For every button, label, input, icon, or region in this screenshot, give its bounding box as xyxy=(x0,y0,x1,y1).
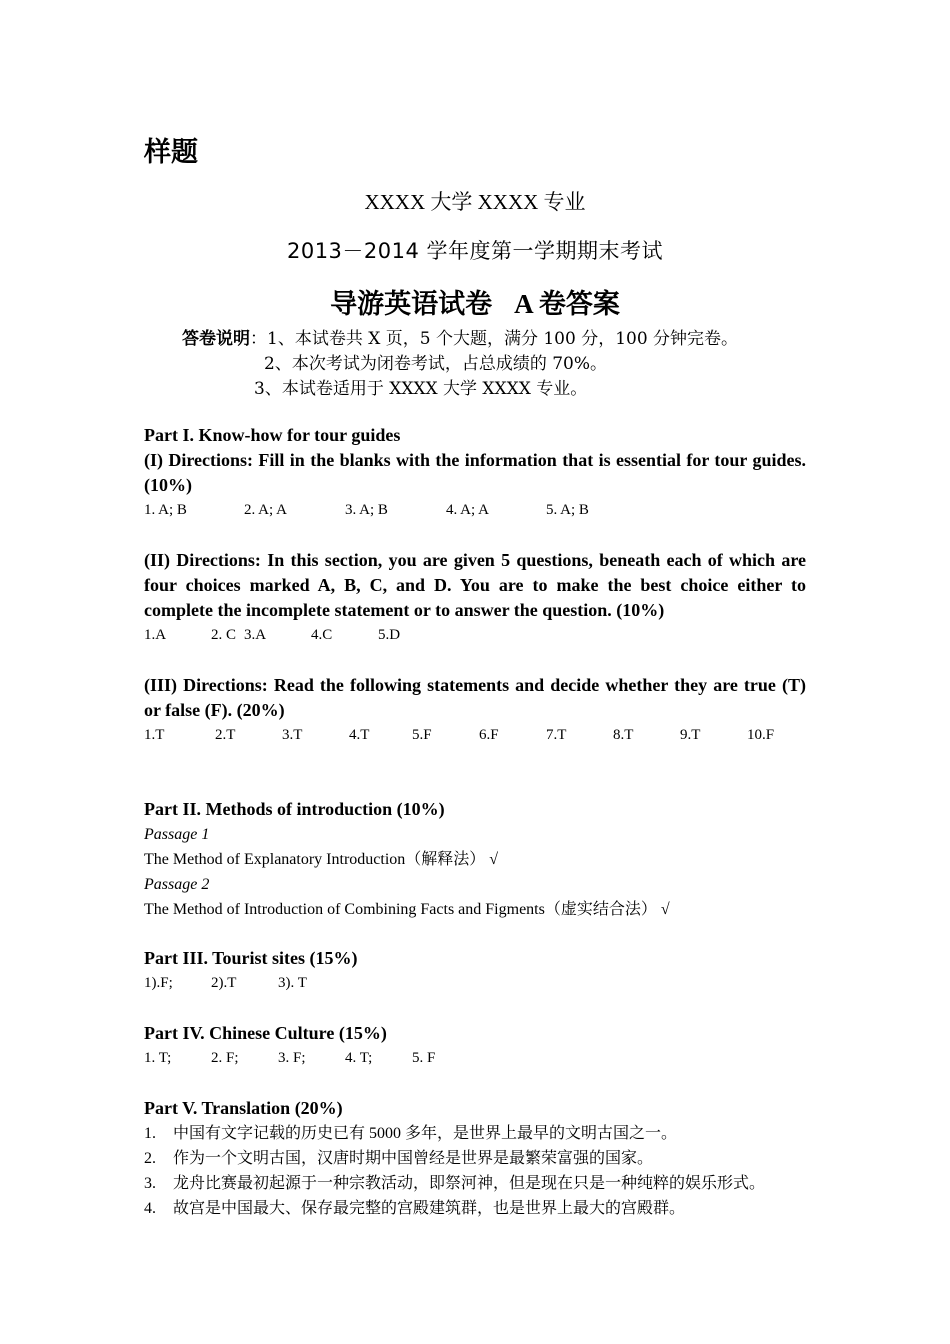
answer-item: 4. T; xyxy=(345,1050,373,1066)
part3-answers xyxy=(144,971,806,996)
item-text: 作为一个文明古国，汉唐时期中国曾经是世界是最繁荣富强的国家。 xyxy=(173,1150,654,1167)
answer-item: 2).T xyxy=(211,975,237,991)
answer-item: 1. A; B xyxy=(144,502,187,518)
answer-item: 6.F xyxy=(479,727,499,743)
item-number: 1. xyxy=(144,1125,156,1142)
answer-item: 3.A xyxy=(244,627,267,643)
part1-sec1-answers xyxy=(144,498,806,523)
part1-sec2 xyxy=(144,548,806,648)
item-number: 3. xyxy=(144,1175,156,1192)
part5-section xyxy=(144,1096,806,1221)
answer-item: 2.T xyxy=(215,727,236,743)
part1-section xyxy=(144,423,806,523)
exam-title-text: 导游英语试卷 xyxy=(330,289,493,320)
answer-item: 1.A xyxy=(144,627,167,643)
part1-sec1-directions: (I) Directions: Fill in the blanks with the information that is essential for tour guides. (10%) xyxy=(144,450,806,495)
answer-item: 1).F; xyxy=(144,975,173,991)
part1-sec3 xyxy=(144,673,806,748)
answer-item: 2. F; xyxy=(211,1050,239,1066)
answer-item: 2. C xyxy=(211,627,237,643)
answer-item: 5.D xyxy=(378,627,401,643)
passage1-label: Passage 1 xyxy=(144,826,210,843)
answer-item: 5.F xyxy=(412,727,432,743)
exam-title xyxy=(144,282,806,321)
answer-item: 4. A; A xyxy=(446,502,489,518)
answer-item: 3.T xyxy=(282,727,303,743)
instruction-line-2: 2、本次考试为闭卷考试，占总成绩的 70%。 xyxy=(264,354,608,374)
instruction-1-text: ：1、本试卷共 X 页，5 个大题，满分 100 分，100 分钟完卷。 xyxy=(250,329,739,349)
item-text: 故宫是中国最大、保存最完整的宫殿建筑群，也是世界上最大的宫殿群。 xyxy=(173,1200,686,1217)
answer-item: 9.T xyxy=(680,727,701,743)
part2-section xyxy=(144,797,806,922)
answer-item: 5. A; B xyxy=(546,502,589,518)
part4-title: Part IV. Chinese Culture (15%) xyxy=(144,1023,387,1043)
instruction-line-3: 3、本试卷适用于 XXXX 大学 XXXX 专业。 xyxy=(254,379,588,399)
item-number: 4. xyxy=(144,1200,156,1217)
part5-title: Part V. Translation (20%) xyxy=(144,1098,343,1118)
item-number: 2. xyxy=(144,1150,156,1167)
answer-item: 3). T xyxy=(278,975,307,991)
answer-item: 1. T; xyxy=(144,1050,172,1066)
item-text: 中国有文字记载的历史已有 5000 多年，是世界上最早的文明古国之一。 xyxy=(173,1125,678,1142)
answer-label: A 卷答案 xyxy=(514,289,620,319)
answer-item: 2. A; A xyxy=(244,502,287,518)
part3-title: Part III. Tourist sites (15%) xyxy=(144,948,358,968)
instructions-label: 答卷说明 xyxy=(182,329,250,349)
item-text: 龙舟比赛最初起源于一种宗教活动，即祭河神，但是现在只是一种纯粹的娱乐形式。 xyxy=(173,1175,766,1192)
answer-item: 3. F; xyxy=(278,1050,306,1066)
answer-item: 3. A; B xyxy=(345,502,388,518)
part4-answers xyxy=(144,1046,806,1071)
sample-label: 样题 xyxy=(144,137,198,168)
part2-title: Part II. Methods of introduction (10%) xyxy=(144,799,445,819)
translation-item xyxy=(144,1196,806,1221)
part3-section xyxy=(144,946,806,996)
answer-item: 5. F xyxy=(412,1050,436,1066)
answer-item: 7.T xyxy=(546,727,567,743)
translation-item xyxy=(144,1146,806,1171)
part1-title: Part I. Know-how for tour guides xyxy=(144,425,401,445)
instruction-line-1 xyxy=(182,324,738,349)
translation-item xyxy=(144,1171,806,1196)
term-line: 2013－2014 学年度第一学期期末考试 xyxy=(286,239,664,263)
passage2-text: The Method of Introduction of Combining Facts and Figments（虚实结合法） √ xyxy=(144,901,670,918)
university-line: XXXX 大学 XXXX 专业 xyxy=(364,190,586,214)
part1-sec3-answers xyxy=(144,723,806,748)
part1-sec2-directions: (II) Directions: In this section, you are given 5 questions, beneath each of which are four choices marked A, B, C, and D. You are to make the best choice either to complete the incomplete statement or to answer the question. (10%) xyxy=(144,550,806,620)
answer-item: 10.F xyxy=(747,727,775,743)
part1-sec3-directions: (III) Directions: Read the following statements and decide whether they are true (T) or false (F). (20%) xyxy=(144,675,806,720)
translation-item xyxy=(144,1121,806,1146)
answer-item: 8.T xyxy=(613,727,634,743)
passage2-label: Passage 2 xyxy=(144,876,210,893)
part1-sec2-answers xyxy=(144,623,806,648)
answer-item: 4.T xyxy=(349,727,370,743)
answer-item: 4.C xyxy=(311,627,333,643)
passage1-text: The Method of Explanatory Introduction（解释法） √ xyxy=(144,851,499,868)
part4-section xyxy=(144,1021,806,1071)
answer-item: 1.T xyxy=(144,727,165,743)
